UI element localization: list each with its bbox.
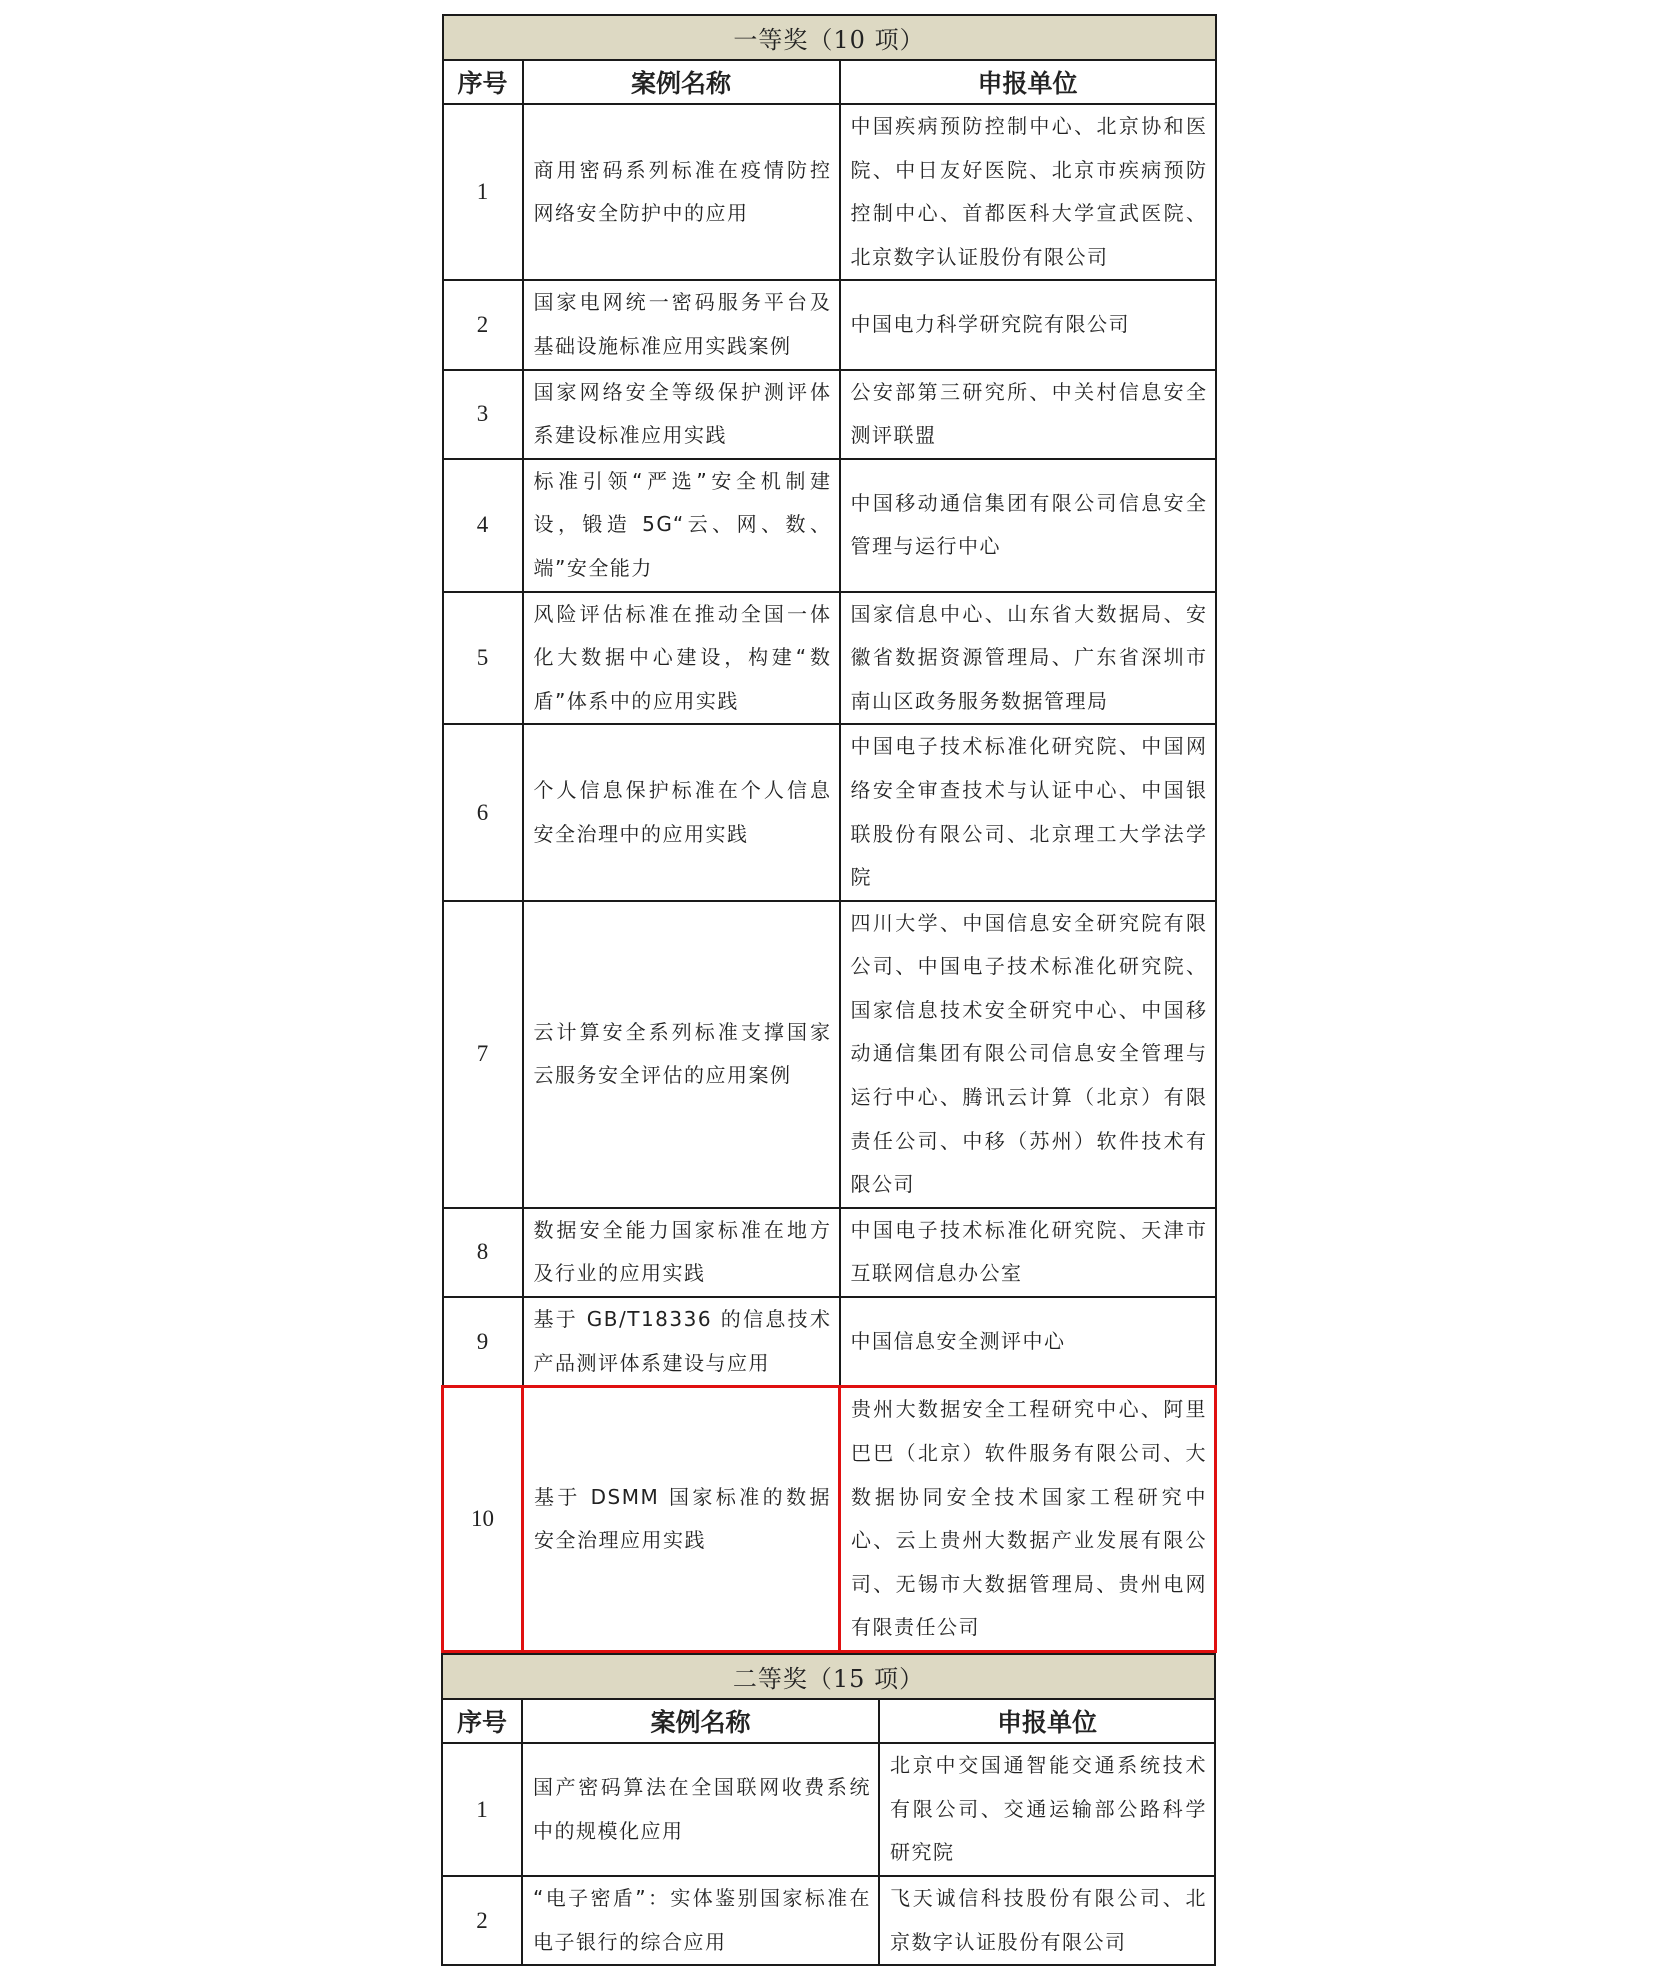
table-row [443,1208,1216,1297]
case-name: 商用密码系列标准在疫情防控网络安全防护中的应用 [523,104,840,280]
table-row [443,370,1216,459]
case-name: 云计算安全系列标准支撑国家云服务安全评估的应用案例 [523,901,840,1208]
table-row [443,104,1216,280]
row-number: 2 [443,280,523,369]
row-number: 2 [442,1876,522,1965]
case-name: 标准引领“严选”安全机制建设，锻造 5G“云、网、数、端”安全能力 [523,459,840,592]
unit-name: 国家信息中心、山东省大数据局、安徽省数据资源管理局、广东省深圳市南山区政务服务数据管理局 [840,592,1216,725]
unit-name: 公安部第三研究所、中关村信息安全测评联盟 [840,370,1216,459]
row-number: 5 [443,592,523,725]
unit-name: 中国电子技术标准化研究院、天津市互联网信息办公室 [840,1208,1216,1297]
row-number: 9 [443,1297,523,1387]
award-list-page [441,14,1214,1966]
unit-name: 贵州大数据安全工程研究中心、阿里巴巴（北京）软件服务有限公司、大数据协同安全技术国家工程研究中心、云上贵州大数据产业发展有限公司、无锡市大数据管理局、贵州电网有限责任公司 [840,1387,1216,1652]
case-name: 个人信息保护标准在个人信息安全治理中的应用实践 [523,724,840,900]
case-name: 基于 DSMM 国家标准的数据安全治理应用实践 [523,1387,840,1652]
first-prize-table [441,14,1217,1653]
table-row [443,724,1216,900]
row-number: 4 [443,459,523,592]
case-name: 国产密码算法在全国联网收费系统中的规模化应用 [522,1743,879,1876]
header-no: 序号 [443,60,523,104]
table-row [443,901,1216,1208]
case-name: 国家电网统一密码服务平台及基础设施标准应用实践案例 [523,280,840,369]
row-number: 10 [443,1387,523,1652]
table-row [443,280,1216,369]
case-name: 数据安全能力国家标准在地方及行业的应用实践 [523,1208,840,1297]
case-name: 风险评估标准在推动全国一体化大数据中心建设，构建“数盾”体系中的应用实践 [523,592,840,725]
row-number: 1 [442,1743,522,1876]
first-prize-title: 一等奖（10 项） [443,15,1216,60]
row-number: 8 [443,1208,523,1297]
row-number: 6 [443,724,523,900]
row-number: 3 [443,370,523,459]
header-case-name: 案例名称 [523,60,840,104]
second-prize-title: 二等奖（15 项） [442,1654,1215,1699]
unit-name: 中国电子技术标准化研究院、中国网络安全审查技术与认证中心、中国银联股份有限公司、北京理工大学法学院 [840,724,1216,900]
unit-name: 四川大学、中国信息安全研究院有限公司、中国电子技术标准化研究院、国家信息技术安全研究中心、中国移动通信集团有限公司信息安全管理与运行中心、腾讯云计算（北京）有限责任公司、中移（苏州）软件技术有限公司 [840,901,1216,1208]
unit-name: 飞天诚信科技股份有限公司、北京数字认证股份有限公司 [879,1876,1215,1965]
unit-name: 北京中交国通智能交通系统技术有限公司、交通运输部公路科学研究院 [879,1743,1215,1876]
case-name: 国家网络安全等级保护测评体系建设标准应用实践 [523,370,840,459]
table-row [442,1876,1215,1965]
table-row [443,459,1216,592]
unit-name: 中国移动通信集团有限公司信息安全管理与运行中心 [840,459,1216,592]
row-number: 7 [443,901,523,1208]
case-name: “电子密盾”：实体鉴别国家标准在电子银行的综合应用 [522,1876,879,1965]
table-row [442,1743,1215,1876]
header-unit: 申报单位 [840,60,1216,104]
second-prize-table [441,1653,1216,1966]
highlighted-table-row [443,1387,1216,1652]
table-row [443,1297,1216,1387]
header-unit: 申报单位 [879,1699,1215,1743]
row-number: 1 [443,104,523,280]
case-name: 基于 GB/T18336 的信息技术产品测评体系建设与应用 [523,1297,840,1387]
header-case-name: 案例名称 [522,1699,879,1743]
unit-name: 中国疾病预防控制中心、北京协和医院、中日友好医院、北京市疾病预防控制中心、首都医科大学宣武医院、北京数字认证股份有限公司 [840,104,1216,280]
header-no: 序号 [442,1699,522,1743]
unit-name: 中国电力科学研究院有限公司 [840,280,1216,369]
unit-name: 中国信息安全测评中心 [840,1297,1216,1387]
table-row [443,592,1216,725]
